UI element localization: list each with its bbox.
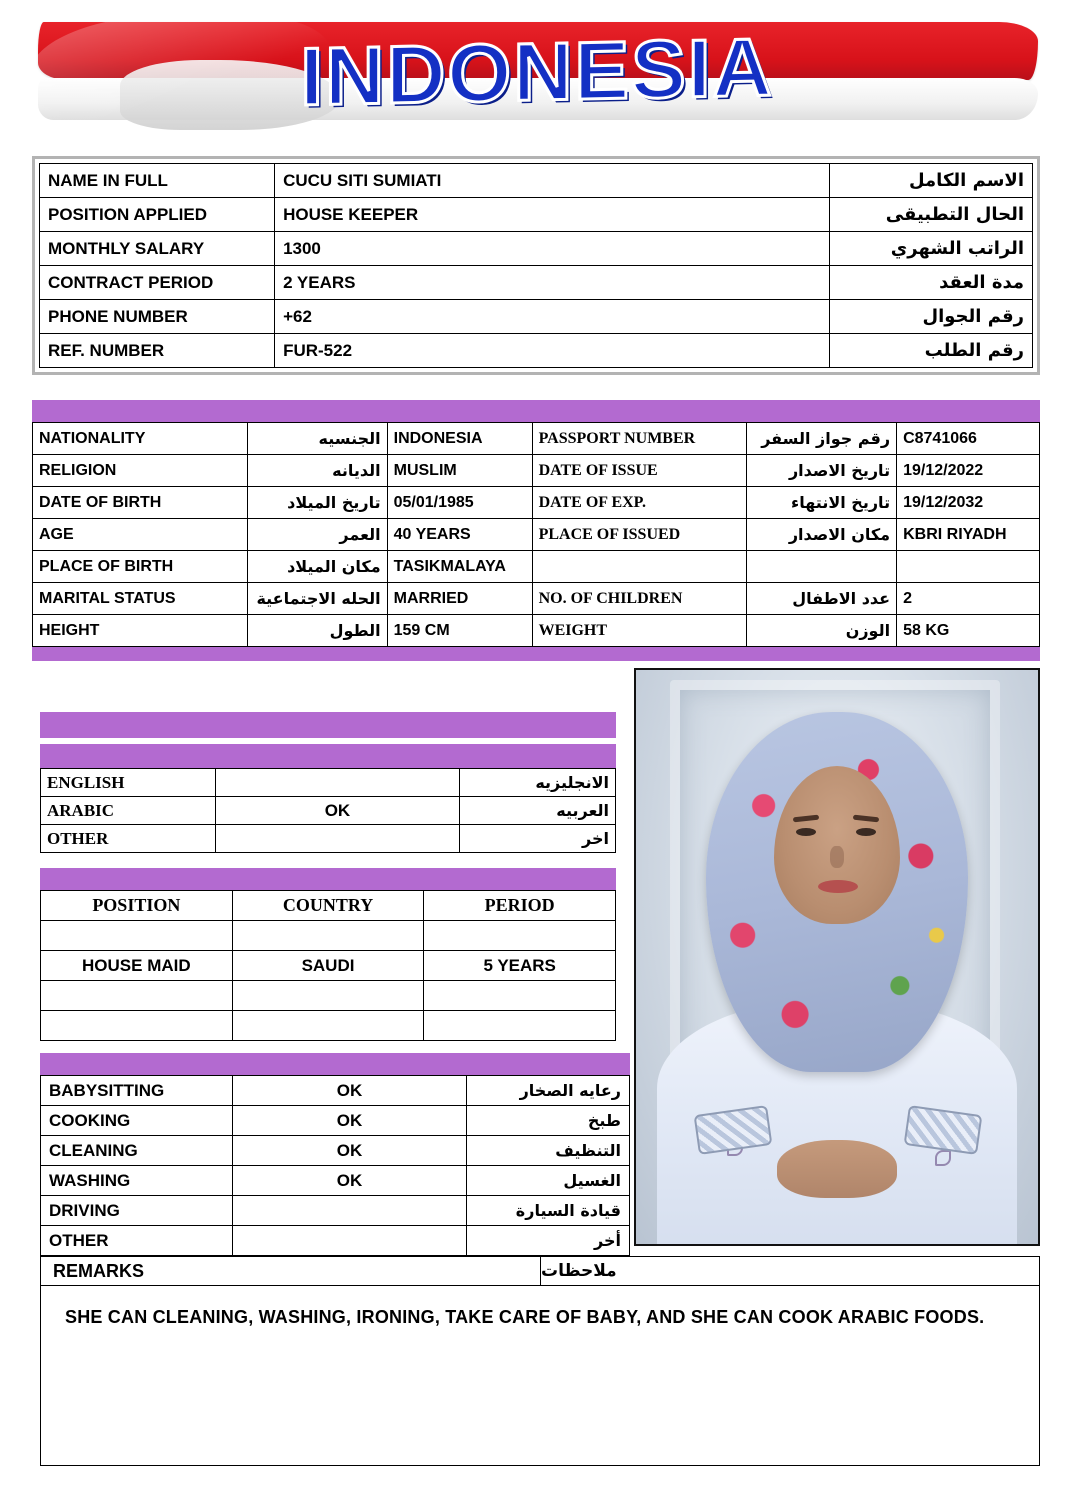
arabic-contract-period: مدة العقد: [830, 266, 1033, 300]
experience-country-3: [232, 1011, 424, 1041]
label-position-applied: POSITION APPLIED: [40, 198, 275, 232]
remarks-block: [40, 1256, 1040, 1466]
value-nationality: INDONESIA: [387, 423, 532, 455]
table-row: [33, 455, 1040, 487]
language-table: [40, 768, 616, 853]
label-no-of-children: NO. OF CHILDREN: [532, 583, 747, 615]
experience-period-0: [424, 921, 616, 951]
experience-period-3: [424, 1011, 616, 1041]
label-weight: WEIGHT: [532, 615, 747, 647]
arabic-phone-number: رقم الجوال: [830, 300, 1033, 334]
language-block: [40, 712, 616, 853]
photo-hands: [777, 1140, 897, 1198]
table-row: [33, 583, 1040, 615]
table-row: [40, 300, 1033, 334]
label-phone-number: PHONE NUMBER: [40, 300, 275, 334]
column-header-position: POSITION: [41, 891, 233, 921]
table-row: [41, 1196, 630, 1226]
arabic-position-applied: الحال التطبيقى: [830, 198, 1033, 232]
arabic-height: الطول: [247, 615, 387, 647]
section-bar-language-header: [40, 744, 616, 768]
indonesia-flag-banner: [0, 0, 1074, 140]
label-monthly-salary: MONTHLY SALARY: [40, 232, 275, 266]
dress-embroidery-right: [935, 1150, 951, 1166]
table-row: [40, 232, 1033, 266]
value-washing: OK: [232, 1166, 466, 1196]
label-arabic: ARABIC: [41, 797, 216, 825]
table-row: [33, 487, 1040, 519]
personal-data-block: [32, 400, 1040, 661]
experience-position-2: [41, 981, 233, 1011]
arabic-date-of-birth: تاريخ الميلاد: [247, 487, 387, 519]
arabic-name-in-full: الاسم الكامل: [830, 164, 1033, 198]
table-row: [41, 1076, 630, 1106]
label-other-language: OTHER: [41, 825, 216, 853]
label-cleaning: CLEANING: [41, 1136, 233, 1166]
section-bar-language-title: [40, 712, 616, 738]
label-empty-1: [532, 551, 747, 583]
table-row: [33, 519, 1040, 551]
remarks-text: SHE CAN CLEANING, WASHING, IRONING, TAKE CARE OF BABY, AND SHE CAN COOK ARABIC FOODS.: [40, 1286, 1040, 1466]
photo-eye-right: [856, 828, 876, 836]
arabic-age: العمر: [247, 519, 387, 551]
table-row: [40, 164, 1033, 198]
label-name-in-full: NAME IN FULL: [40, 164, 275, 198]
applicant-summary-block: [32, 156, 1040, 375]
value-ref-number: FUR-522: [275, 334, 830, 368]
table-row: [41, 1011, 616, 1041]
table-row: [41, 981, 616, 1011]
label-date-of-birth: DATE OF BIRTH: [33, 487, 248, 519]
table-row: [41, 921, 616, 951]
value-monthly-salary: 1300: [275, 232, 830, 266]
personal-data-table: [32, 422, 1040, 647]
remarks-arabic-label: ملاحظات: [541, 1261, 617, 1281]
label-driving: DRIVING: [41, 1196, 233, 1226]
label-marital-status: MARITAL STATUS: [33, 583, 248, 615]
arabic-place-of-issued: مكان الاصدار: [747, 519, 897, 551]
arabic-passport-number: رقم جواز السفر: [747, 423, 897, 455]
value-arabic: OK: [215, 797, 459, 825]
arabic-religion: الديانه: [247, 455, 387, 487]
label-date-of-issue: DATE OF ISSUE: [532, 455, 747, 487]
experience-country-0: [232, 921, 424, 951]
label-height: HEIGHT: [33, 615, 248, 647]
skills-block: [40, 1053, 630, 1256]
photo-nose: [830, 846, 844, 868]
arabic-weight: الوزن: [747, 615, 897, 647]
label-washing: WASHING: [41, 1166, 233, 1196]
applicant-photo: [634, 668, 1040, 1246]
value-cleaning: OK: [232, 1136, 466, 1166]
table-row: [33, 551, 1040, 583]
arabic-other-language: اخر: [460, 825, 616, 853]
photo-eye-left: [796, 828, 816, 836]
label-passport-number: PASSPORT NUMBER: [532, 423, 747, 455]
label-age: AGE: [33, 519, 248, 551]
value-contract-period: 2 YEARS: [275, 266, 830, 300]
label-place-of-issued: PLACE OF ISSUED: [532, 519, 747, 551]
table-row: [41, 1106, 630, 1136]
value-date-of-exp: 19/12/2032: [897, 487, 1040, 519]
experience-position-3: [41, 1011, 233, 1041]
label-ref-number: REF. NUMBER: [40, 334, 275, 368]
arabic-babysitting: رعايه الصخار: [467, 1076, 630, 1106]
section-bar-experience: [40, 868, 616, 890]
section-bar-personal-bottom: [32, 647, 1040, 661]
value-date-of-issue: 19/12/2022: [897, 455, 1040, 487]
experience-position-0: [41, 921, 233, 951]
table-header-row: [41, 891, 616, 921]
photo-mouth: [818, 880, 858, 893]
table-row: [41, 825, 616, 853]
table-row: [41, 1136, 630, 1166]
arabic-cleaning: التنظيف: [467, 1136, 630, 1166]
label-place-of-birth: PLACE OF BIRTH: [33, 551, 248, 583]
arabic-monthly-salary: الراتب الشهري: [830, 232, 1033, 266]
banner-title: INDONESIA: [300, 22, 774, 123]
experience-country-2: [232, 981, 424, 1011]
arabic-cooking: طبخ: [467, 1106, 630, 1136]
value-position-applied: HOUSE KEEPER: [275, 198, 830, 232]
table-row: [41, 1166, 630, 1196]
experience-period-1: 5 YEARS: [424, 951, 616, 981]
table-row: [41, 797, 616, 825]
value-empty-1: [897, 551, 1040, 583]
label-english: ENGLISH: [41, 769, 216, 797]
value-age: 40 YEARS: [387, 519, 532, 551]
arabic-driving: قيادة السيارة: [467, 1196, 630, 1226]
value-place-of-birth: TASIKMALAYA: [387, 551, 532, 583]
label-religion: RELIGION: [33, 455, 248, 487]
label-babysitting: BABYSITTING: [41, 1076, 233, 1106]
value-height: 159 CM: [387, 615, 532, 647]
value-phone-number: +62: [275, 300, 830, 334]
section-bar-skills: [40, 1053, 630, 1075]
section-bar-personal-top: [32, 400, 1040, 422]
experience-block: [40, 868, 616, 1041]
value-weight: 58 KG: [897, 615, 1040, 647]
table-row: [33, 615, 1040, 647]
value-other-language: [215, 825, 459, 853]
table-row: [41, 769, 616, 797]
photo-eyebrow-left: [793, 815, 819, 823]
remarks-header: [40, 1256, 1040, 1286]
label-nationality: NATIONALITY: [33, 423, 248, 455]
arabic-date-of-exp: تاريخ الانتهاء: [747, 487, 897, 519]
value-driving: [232, 1196, 466, 1226]
arabic-english: الانجليزيه: [460, 769, 616, 797]
value-date-of-birth: 05/01/1985: [387, 487, 532, 519]
column-header-country: COUNTRY: [232, 891, 424, 921]
table-row: [40, 266, 1033, 300]
value-name-in-full: CUCU SITI SUMIATI: [275, 164, 830, 198]
arabic-arabic: العربيه: [460, 797, 616, 825]
value-english: [215, 769, 459, 797]
skills-table: [40, 1075, 630, 1256]
table-row: [41, 951, 616, 981]
table-row: [33, 423, 1040, 455]
label-other-skill: OTHER: [41, 1226, 233, 1256]
value-religion: MUSLIM: [387, 455, 532, 487]
experience-period-2: [424, 981, 616, 1011]
arabic-nationality: الجنسيه: [247, 423, 387, 455]
table-row: [41, 1226, 630, 1256]
photo-eyebrow-right: [853, 815, 879, 823]
value-cooking: OK: [232, 1106, 466, 1136]
arabic-date-of-issue: تاريخ الاصدار: [747, 455, 897, 487]
arabic-washing: الغسيل: [467, 1166, 630, 1196]
value-no-of-children: 2: [897, 583, 1040, 615]
column-header-period: PERIOD: [424, 891, 616, 921]
value-babysitting: OK: [232, 1076, 466, 1106]
value-marital-status: MARRIED: [387, 583, 532, 615]
arabic-marital-status: الحله الاجتماعية: [247, 583, 387, 615]
remarks-label: REMARKS: [41, 1257, 541, 1285]
applicant-summary-table: [39, 163, 1033, 368]
experience-position-1: HOUSE MAID: [41, 951, 233, 981]
value-other-skill: [232, 1226, 466, 1256]
table-row: [40, 198, 1033, 232]
label-cooking: COOKING: [41, 1106, 233, 1136]
experience-country-1: SAUDI: [232, 951, 424, 981]
arabic-other-skill: أخر: [467, 1226, 630, 1256]
arabic-empty-1: [747, 551, 897, 583]
arabic-no-of-children: عدد الاطفال: [747, 583, 897, 615]
table-row: [40, 334, 1033, 368]
arabic-place-of-birth: مكان الميلاد: [247, 551, 387, 583]
value-passport-number: C8741066: [897, 423, 1040, 455]
value-place-of-issued: KBRI RIYADH: [897, 519, 1040, 551]
arabic-ref-number: رقم الطلب: [830, 334, 1033, 368]
experience-table: [40, 890, 616, 1041]
label-date-of-exp: DATE OF EXP.: [532, 487, 747, 519]
label-contract-period: CONTRACT PERIOD: [40, 266, 275, 300]
